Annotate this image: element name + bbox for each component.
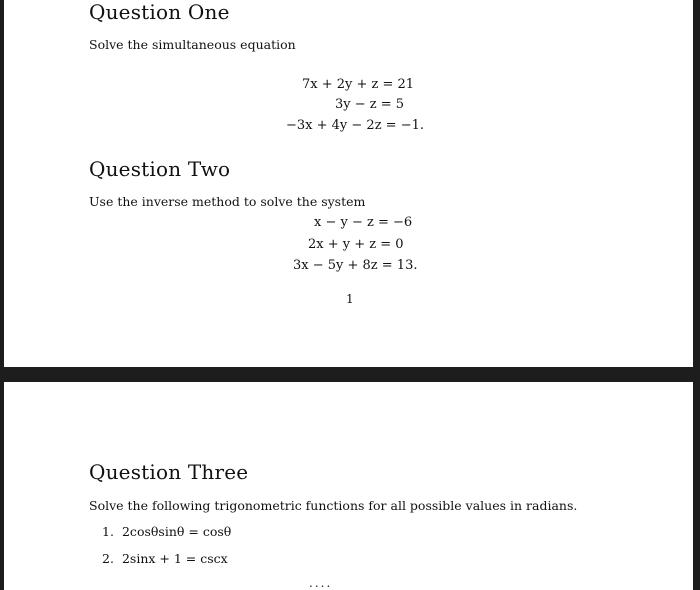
q3-item-1-number: 1. xyxy=(102,524,114,539)
page-number: 1 xyxy=(346,292,354,306)
question-one-title: Question One xyxy=(89,0,230,24)
q3-item-1 xyxy=(102,524,231,539)
q2-equation-1: x − y − z = −6 xyxy=(314,215,413,230)
page-1 xyxy=(4,0,693,367)
q3-item-2-number: 2. xyxy=(102,551,114,566)
q2-equation-2: 2x + y + z = 0 xyxy=(308,237,404,252)
page-2 xyxy=(4,382,693,590)
question-two-instruction: Use the inverse method to solve the system xyxy=(89,194,366,209)
question-three-title: Question Three xyxy=(89,460,249,484)
q3-item-2 xyxy=(102,551,228,566)
question-one-instruction: Solve the simultaneous equation xyxy=(89,37,296,52)
cutoff-text: .... xyxy=(309,576,333,590)
q1-equation-1: 7x + 2y + z = 21 xyxy=(302,77,415,92)
q1-equation-3: −3x + 4y − 2z = −1. xyxy=(286,118,424,133)
question-two-title: Question Two xyxy=(89,157,231,181)
q2-equation-3: 3x − 5y + 8z = 13. xyxy=(293,258,418,273)
question-three-instruction: Solve the following trigonometric functions for all possible values in radians. xyxy=(89,498,578,513)
q3-item-1-text: 2cosθsinθ = cosθ xyxy=(121,524,232,539)
q3-item-2-text: 2sinx + 1 = cscx xyxy=(121,551,228,566)
q1-equation-2: 3y − z = 5 xyxy=(335,97,405,112)
